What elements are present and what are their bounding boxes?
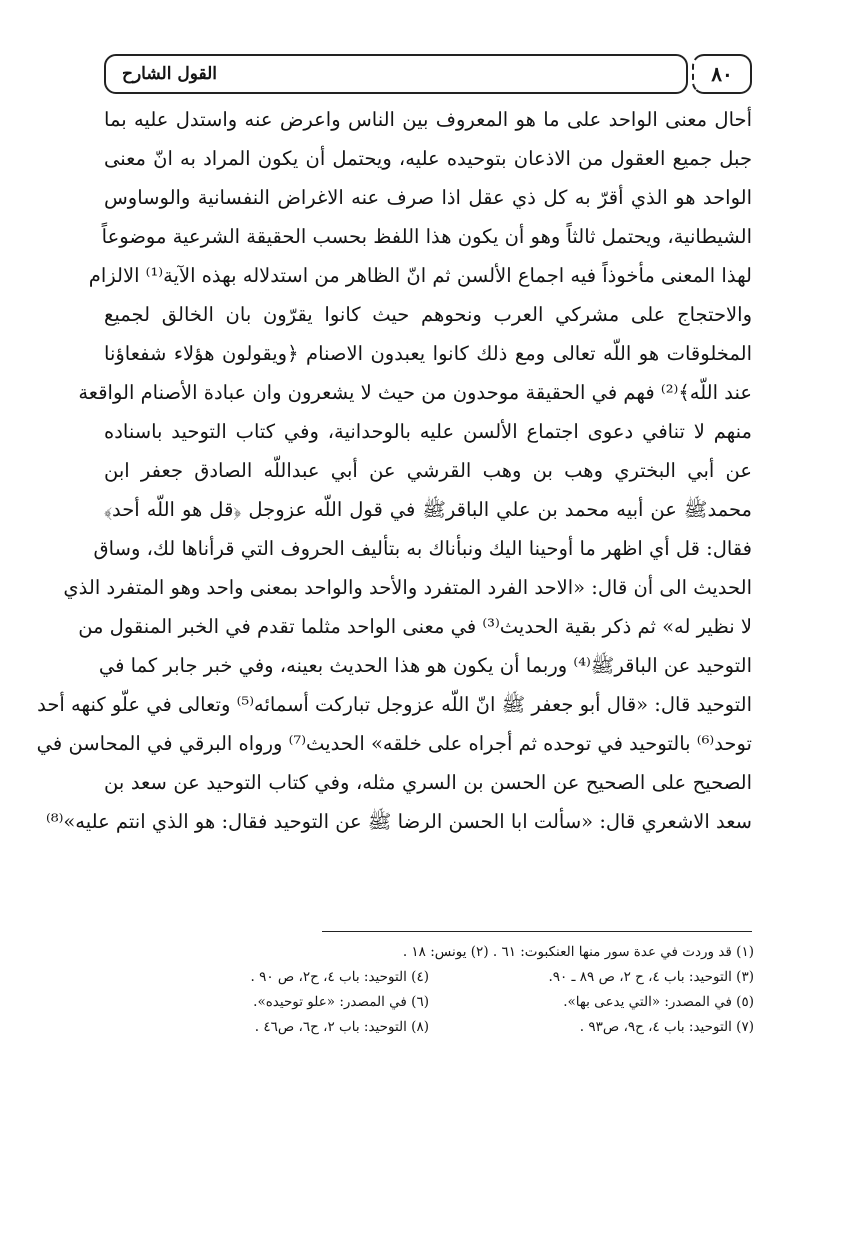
footnote: (٣) التوحيد: باب ٤، ح ٢، ص ٨٩ ـ ٩٠. [548, 969, 754, 985]
text-line: التوحيد عن الباقرﷺ⁽⁴⁾ وربما أن يكون هو هذا الحديث بعينه، وفي خبر جابر كما في [98, 654, 752, 677]
running-header [104, 54, 688, 94]
main-text [36, 100, 752, 918]
text-line: توحد⁽⁶⁾ بالتوحيد في توحده ثم أجراه على خلقه» الحديث⁽⁷⁾ ورواه البرقي في المحاسن في [36, 732, 752, 755]
text-line: محمدﷺ عن أبيه محمد بن علي الباقرﷺ في قول اللّه عزوجل ﴿قل هو اللّه أحد﴾ [104, 498, 752, 521]
text-line: لهذا المعنى مأخوذاً فيه اجماع الألسن ثم انّ الظاهر من استدلاله بهذه الآية⁽¹⁾ الالزام [88, 264, 752, 287]
text-line: جبل جميع العقول من الاذعان بتوحيده عليه، ويحتمل أن يكون المراد به انّ معنى [104, 147, 752, 170]
footnotes [104, 940, 754, 1040]
text-line: الواحد هو الذي أقرّ به كل ذي عقل اذا صرف عنه الاغراض النفسانية والوساوس [104, 186, 752, 209]
text-line: لا نظير له» ثم ذكر بقية الحديث⁽³⁾ في معنى الواحد مثلما تقدم في الخبر المنقول من [78, 615, 752, 638]
footnote: (١) قد وردت في عدة سور منها العنكبوت: ٦١ . (٢) يونس: ١٨ . [402, 944, 754, 960]
footnote-row [104, 965, 754, 990]
text-line: منهم لا تنافي دعوى اجتماع الألسن عليه بالوحدانية، وفي كتاب التوحيد باسناده [104, 420, 752, 443]
footnote: (٤) التوحيد: باب ٤، ح٢، ص ٩٠ . [250, 969, 429, 985]
text-line: سعد الاشعري قال: «سألت ابا الحسن الرضا ﷺ عن التوحيد فقال: هو الذي انتم عليه»⁽⁸⁾ [45, 810, 752, 833]
footnote: (٨) التوحيد: باب ٢، ح٦، ص٤٦ . [254, 1019, 429, 1035]
text-line: التوحيد قال: «قال أبو جعفر ﷺ انّ اللّه عزوجل تباركت أسمائه⁽⁵⁾ وتعالى في علّو كنهه أحد [37, 693, 752, 716]
text-line: أحال معنى الواحد على ما هو المعروف بين الناس واعرض عنه واستدل عليه بما [104, 108, 752, 131]
text-line: والاحتجاج على مشركي العرب ونحوهم حيث كانوا يقرّون بان الخالق لجميع [104, 303, 752, 326]
footnote-divider [322, 931, 752, 932]
text-line: المخلوقات هو اللّه تعالى ومع ذلك كانوا يعبدون الاصنام ﴿ويقولون هؤلاء شفعاؤنا [104, 342, 752, 365]
footnote: (٦) في المصدر: «علو توحيده». [253, 994, 429, 1010]
text-line: فقال: قل أي اظهر ما أوحينا اليك ونبأناك به بتأليف الحروف التي قرأناها لك، وساق [93, 537, 752, 560]
footnote-row [104, 940, 754, 965]
page-number: ٨٠ [692, 54, 752, 94]
text-line: الشيطانية، ويحتمل ثالثاً وهو أن يكون هذا اللفظ بحسب الحقيقة الشرعية موضوعاً [101, 225, 752, 248]
footnote: (٧) التوحيد: باب ٤، ح٩، ص٩٣ . [579, 1019, 754, 1035]
footnote: (٥) في المصدر: «التي يدعى بها». [563, 994, 754, 1010]
text-line: الصحيح على الصحيح عن الحسن بن السري مثله، وفي كتاب التوحيد عن سعد بن [104, 771, 752, 794]
running-header-title: القول الشارح [122, 64, 217, 84]
footnote-row [104, 1015, 754, 1040]
text-line: عن أبي البختري وهب بن وهب القرشي عن أبي عبداللّه الصادق جعفر ابن [104, 459, 752, 482]
footnote-row [104, 990, 754, 1015]
text-line: عند اللّه﴾⁽²⁾ فهم في الحقيقة موحدون من حيث لا يشعرون وان عبادة الأصنام الواقعة [78, 381, 752, 404]
text-line: الحديث الى أن قال: «الاحد الفرد المتفرد والأحد والواحد بمعنى واحد وهو المتفرد الذي [63, 576, 752, 599]
